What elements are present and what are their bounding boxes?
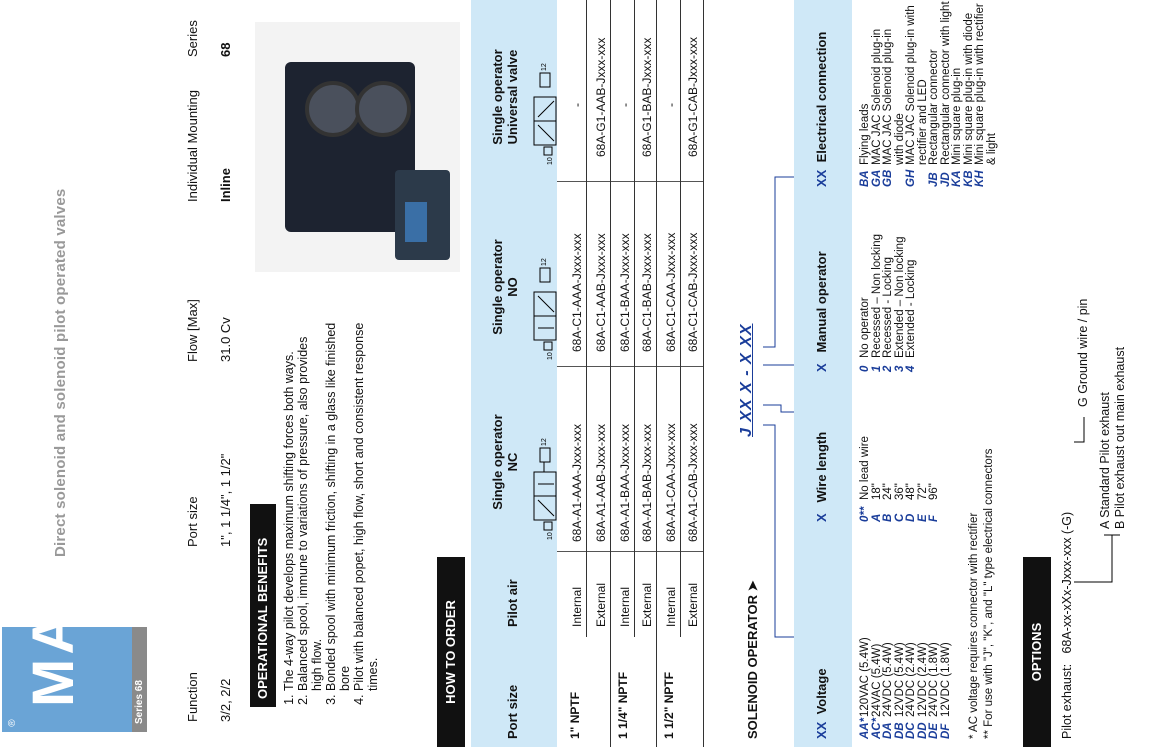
row-port-size: 1 1/2" NPTF	[662, 671, 676, 739]
side-title: Direct solenoid and solenoid pilot operated valves	[52, 188, 69, 557]
th-nc: Single operator NC	[490, 414, 520, 510]
solenoid-connector-image	[405, 202, 427, 242]
voltage-list	[860, 637, 952, 739]
connection-item: with diode	[893, 113, 906, 165]
voltage-item: DB12VDC (5.4W)	[893, 642, 906, 739]
mac-logo	[2, 562, 132, 732]
connection-item: & light	[985, 133, 998, 165]
connection-item: JBRectangular connector	[928, 49, 940, 187]
spec-value-function: 3/2, 2/2	[218, 678, 233, 722]
registered-mark: ®	[6, 716, 20, 730]
th-no: Single operator NO	[490, 239, 520, 335]
svg-text:10: 10	[547, 532, 554, 540]
voltage-code: XX	[814, 721, 829, 739]
universal-valve-symbol	[526, 57, 566, 167]
row-universal-part: -	[570, 103, 584, 107]
solenoid-operator-label: SOLENOID OPERATOR ➤	[745, 580, 760, 739]
wire-length-header	[814, 432, 829, 522]
wire-item: C36"	[893, 483, 906, 522]
spec-label-flow: Flow [Max]	[185, 299, 200, 362]
connection-item: JDRectangular connector with light	[939, 1, 952, 187]
pilot-exhaust-code: 68A-xx-xXx-Jxxx-xxx (-G)	[1060, 511, 1074, 654]
svg-text:12: 12	[541, 258, 548, 266]
option-g-ground: G Ground wire / pin	[1076, 298, 1090, 407]
ac-voltage-note: * AC voltage requires connector with rectifier	[968, 512, 980, 739]
row-divider	[703, 0, 704, 747]
row-pilot: External	[640, 582, 654, 627]
row-no-part: 68A-C1-BAB-Jxxx-xxx	[640, 233, 654, 352]
manual-item: 1Recessed – Non locking	[870, 233, 883, 372]
electrical-connection-list	[860, 1, 998, 187]
th-universal: Single operator Universal valve	[490, 49, 520, 145]
row-universal-part: -	[664, 103, 678, 107]
row-pilot: Internal	[664, 586, 678, 627]
manual-operator-header	[814, 251, 829, 372]
row-universal-part: -	[618, 103, 632, 107]
svg-text:10: 10	[547, 352, 554, 360]
solenoid-code: J XX X - X XX	[738, 323, 755, 437]
spec-label-function: Function	[185, 672, 200, 722]
benefit-item: 1. The 4-way pilot develops maximum shifting forces both ways.	[282, 317, 296, 691]
voltage-item: AA*120VAC (5.4W)	[859, 637, 871, 739]
connection-item: BAFlying leads	[859, 103, 871, 187]
row-divider	[610, 0, 611, 747]
row-no-part: 68A-C1-AAB-Jxxx-xxx	[594, 233, 608, 352]
row-port-size: 1" NPTF	[568, 691, 582, 739]
spec-value-flow: 31.0 Cv	[218, 317, 233, 362]
row-port-size: 1 1/4" NPTF	[616, 671, 630, 739]
manual-item: 4Extended - Locking	[905, 259, 917, 372]
svg-text:10: 10	[547, 157, 554, 165]
wire-item: A18"	[870, 483, 883, 522]
connection-item: KAMini square plug-in	[951, 67, 963, 187]
row-divider	[634, 0, 635, 637]
how-to-order-heading: HOW TO ORDER	[437, 557, 465, 747]
row-divider	[656, 0, 657, 747]
row-divider	[680, 0, 681, 637]
wire-header-label: Wire length	[814, 431, 829, 503]
voltage-item: DC24VDC (2.4W)	[905, 642, 917, 739]
manual-item: 2Recessed - Locking	[882, 257, 894, 372]
wire-item: 0**No lead wire	[859, 436, 871, 522]
options-heading: OPTIONS	[1023, 557, 1051, 747]
row-no-part: 68A-C1-BAA-Jxxx-xxx	[618, 233, 632, 352]
no-valve-symbol	[526, 252, 566, 362]
spec-label-mounting: Individual Mounting	[185, 89, 200, 202]
benefit-item: 4. Pilot with balanced popet, high flow, short and consistent response times.	[352, 317, 380, 691]
row-pilot: External	[686, 582, 700, 627]
connection-item: GAMAC JAC Solenoid plug-in	[870, 28, 883, 187]
th-port-size: Port size	[505, 684, 520, 739]
svg-text:12: 12	[541, 63, 548, 71]
row-no-part: 68A-C1-CAB-Jxxx-xxx	[686, 232, 700, 352]
spec-value-series: 68	[218, 42, 233, 57]
manual-code: X	[814, 363, 829, 372]
voltage-item: DE24VDC (1.8W)	[928, 642, 940, 739]
series-badge: Series 68	[132, 627, 147, 732]
row-nc-part: 68A-A1-BAB-Jxxx-xxx	[640, 423, 654, 542]
column-divider	[557, 366, 703, 367]
option-b-main-exhaust: B Pilot exhaust out main exhaust	[1113, 346, 1127, 529]
product-photo	[255, 22, 460, 272]
spec-value-mounting: Inline	[218, 168, 233, 202]
voltage-header	[814, 668, 829, 739]
logo-area	[0, 0, 145, 747]
manual-item: 3Extended – Non locking	[893, 236, 906, 372]
row-nc-part: 68A-A1-CAA-Jxxx-xxx	[664, 423, 678, 542]
port-image	[305, 81, 361, 137]
spec-label-port-size: Port size	[185, 496, 200, 547]
row-universal-part: 68A-G1-CAB-Jxxx-xxx	[686, 36, 700, 157]
benefit-item: 2. Balanced spool, immune to variations of pressure, also provides high flow.	[296, 317, 324, 691]
row-no-part: 68A-C1-CAA-Jxxx-xxx	[664, 232, 678, 352]
voltage-item: DD12VDC (2.4W)	[916, 642, 929, 739]
column-divider	[557, 551, 703, 552]
connection-item: GBMAC JAC Solenoid plug-in	[882, 28, 894, 187]
nc-valve-symbol	[526, 432, 566, 542]
voltage-item: DA24VDC (5.4W)	[882, 642, 894, 739]
spec-label-series: Series	[185, 20, 200, 57]
row-nc-part: 68A-A1-AAB-Jxxx-xxx	[594, 423, 608, 542]
connection-item: rectifier and LED	[916, 79, 929, 165]
wire-length-list	[860, 436, 941, 522]
svg-text:12: 12	[541, 438, 548, 446]
benefits-heading: OPERATIONAL BENEFITS	[250, 504, 276, 707]
row-pilot: External	[594, 582, 608, 627]
benefit-item: 3. Bonded spool with minimum friction, shifting in a glass like finished bore	[324, 317, 352, 691]
option-a-standard: A Standard Pilot exhaust	[1098, 392, 1112, 529]
spec-value-port-size: 1", 1 1/4", 1 1/2"	[218, 453, 233, 547]
electrical-connection-header	[814, 32, 829, 187]
manual-item: 0No operator	[859, 297, 871, 372]
row-no-part: 68A-C1-AAA-Jxxx-xxx	[570, 233, 584, 352]
manual-header-label: Manual operator	[814, 251, 829, 353]
row-pilot: Internal	[618, 586, 632, 627]
wire-item: F96"	[928, 483, 940, 522]
voltage-item: DF12VDC (1.8W)	[939, 642, 952, 739]
voltage-item: AC*24VAC (5.4W)	[870, 643, 883, 739]
row-nc-part: 68A-A1-CAB-Jxxx-xxx	[686, 423, 700, 542]
voltage-header-label: Voltage	[814, 668, 829, 715]
solenoid-label-text: SOLENOID OPERATOR	[745, 595, 760, 739]
port-image	[355, 81, 411, 137]
wire-item: D48"	[905, 483, 917, 522]
connection-item: GHMAC JAC Solenoid plug-in with	[905, 5, 917, 187]
connection-code: XX	[814, 169, 829, 187]
wire-item: B24"	[882, 483, 894, 522]
row-nc-part: 68A-A1-AAA-Jxxx-xxx	[570, 423, 584, 542]
row-universal-part: 68A-G1-AAB-Jxxx-xxx	[594, 37, 608, 157]
connection-item: KHMini square plug-in with rectifier	[974, 3, 986, 187]
row-divider	[586, 0, 587, 637]
row-universal-part: 68A-G1-BAB-Jxxx-xxx	[640, 37, 654, 157]
wire-item: E72"	[916, 483, 929, 522]
connector-type-note: ** For use with "J", "K", and "L" type electrical connectors	[983, 448, 995, 739]
manual-operator-list	[860, 234, 918, 372]
wire-code: X	[814, 513, 829, 522]
row-pilot: Internal	[570, 586, 584, 627]
connection-header-label: Electrical connection	[814, 31, 829, 163]
pilot-exhaust-label: Pilot exhaust:	[1060, 663, 1074, 739]
row-nc-part: 68A-A1-BAA-Jxxx-xxx	[618, 423, 632, 542]
logo-text: MAC	[21, 562, 86, 707]
connection-item: KBMini square plug-in with diode	[962, 12, 975, 187]
column-divider	[557, 181, 703, 182]
benefits-list	[282, 317, 380, 707]
th-pilot-air: Pilot air	[505, 579, 520, 627]
